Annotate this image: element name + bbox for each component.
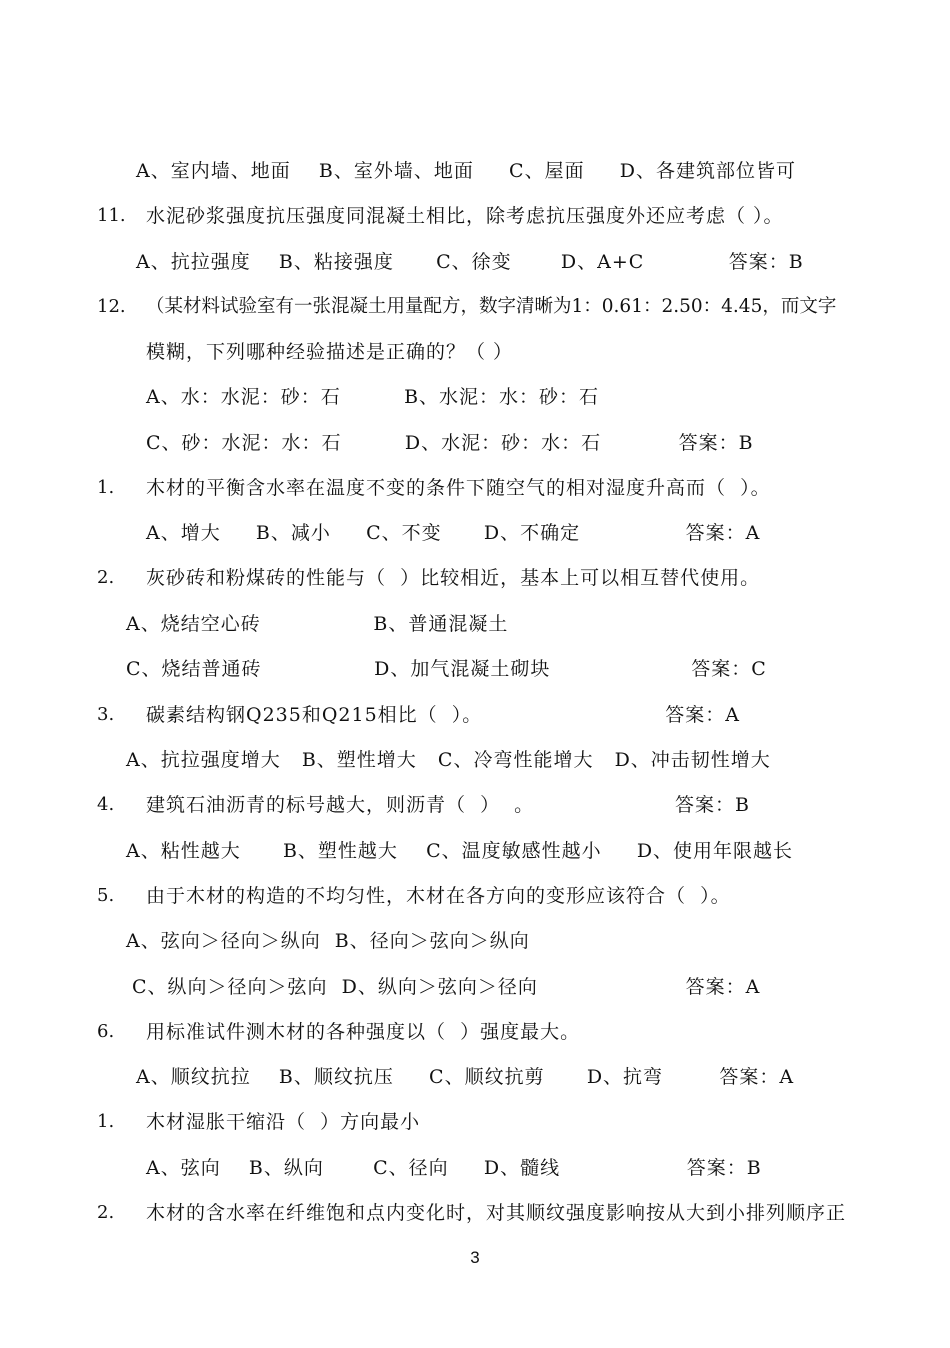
line-10: 灰砂砖和粉煤砖的性能与（ ）比较相近，基本上可以相互替代使用。 xyxy=(146,567,761,589)
line-21: A、顺纹抗拉 B、顺纹抗压 C、顺纹抗剪 D、抗弯 答案：A xyxy=(136,1066,795,1088)
line-2: 水泥砂浆强度抗压强度同混凝土相比，除考虑抗压强度外还应考虑（ ）。 xyxy=(146,205,784,227)
line-17: 由于木材的构造的不均匀性，木材在各方向的变形应该符合（ ）。 xyxy=(146,885,731,907)
line-7: C、砂：水泥：水：石 D、水泥：砂：水：石 答案：B xyxy=(146,432,754,454)
question-number: 6. xyxy=(97,1021,115,1042)
line-24: 木材的含水率在纤维饱和点内变化时，对其顺纹强度影响按从大到小排列顺序正 xyxy=(146,1202,847,1224)
line-19: C、纵向＞径向＞弦向 D、纵向＞弦向＞径向 答案：A xyxy=(132,976,761,998)
line-16: A、粘性越大 B、塑性越大 C、温度敏感性越小 D、使用年限越长 xyxy=(126,840,794,862)
line-8: 木材的平衡含水率在温度不变的条件下随空气的相对湿度升高而（ ）。 xyxy=(146,477,771,499)
line-3: A、抗拉强度 B、粘接强度 C、徐变 D、A+C 答案：B xyxy=(136,251,804,273)
question-number: 5. xyxy=(97,885,115,906)
question-number: 11. xyxy=(97,205,126,226)
question-number: 1. xyxy=(97,477,115,498)
line-6: A、水：水泥：砂：石 B、水泥：水：砂：石 xyxy=(146,386,600,408)
question-number: 2. xyxy=(97,567,115,588)
line-13: 碳素结构钢Q235和Q215相比（ ）。 答案：A xyxy=(146,704,741,726)
question-number: 4. xyxy=(97,794,115,815)
page-number: 3 xyxy=(470,1248,480,1267)
question-number: 2. xyxy=(97,1202,115,1223)
question-number: 3. xyxy=(97,704,115,725)
line-1: A、室内墙、地面 B、室外墙、地面 C、屋面 D、各建筑部位皆可 xyxy=(136,160,797,182)
line-20: 用标准试件测木材的各种强度以（ ）强度最大。 xyxy=(146,1021,581,1043)
line-15: 建筑石油沥青的标号越大，则沥青（ ） 。 答案：B xyxy=(146,794,750,816)
line-22: 木材湿胀干缩沿（ ）方向最小 xyxy=(146,1111,421,1133)
line-5: 模糊，下列哪种经验描述是正确的？（ ） xyxy=(146,341,514,363)
question-number: 1. xyxy=(97,1111,115,1132)
line-4: （某材料试验室有一张混凝土用量配方，数字清晰为1：0.61：2.50：4.45，而文字 xyxy=(146,296,837,317)
line-18: A、弦向＞径向＞纵向 B、径向＞弦向＞纵向 xyxy=(126,930,530,952)
line-11: A、烧结空心砖 B、普通混凝土 xyxy=(126,613,509,635)
line-14: A、抗拉强度增大 B、塑性增大 C、冷弯性能增大 D、冲击韧性增大 xyxy=(126,749,771,771)
line-23: A、弦向 B、纵向 C、径向 D、髓线 答案：B xyxy=(146,1157,762,1179)
question-number: 12. xyxy=(97,296,126,317)
line-9: A、增大 B、减小 C、不变 D、不确定 答案：A xyxy=(146,522,761,544)
line-12: C、烧结普通砖 D、加气混凝土砌块 答案：C xyxy=(126,658,767,680)
